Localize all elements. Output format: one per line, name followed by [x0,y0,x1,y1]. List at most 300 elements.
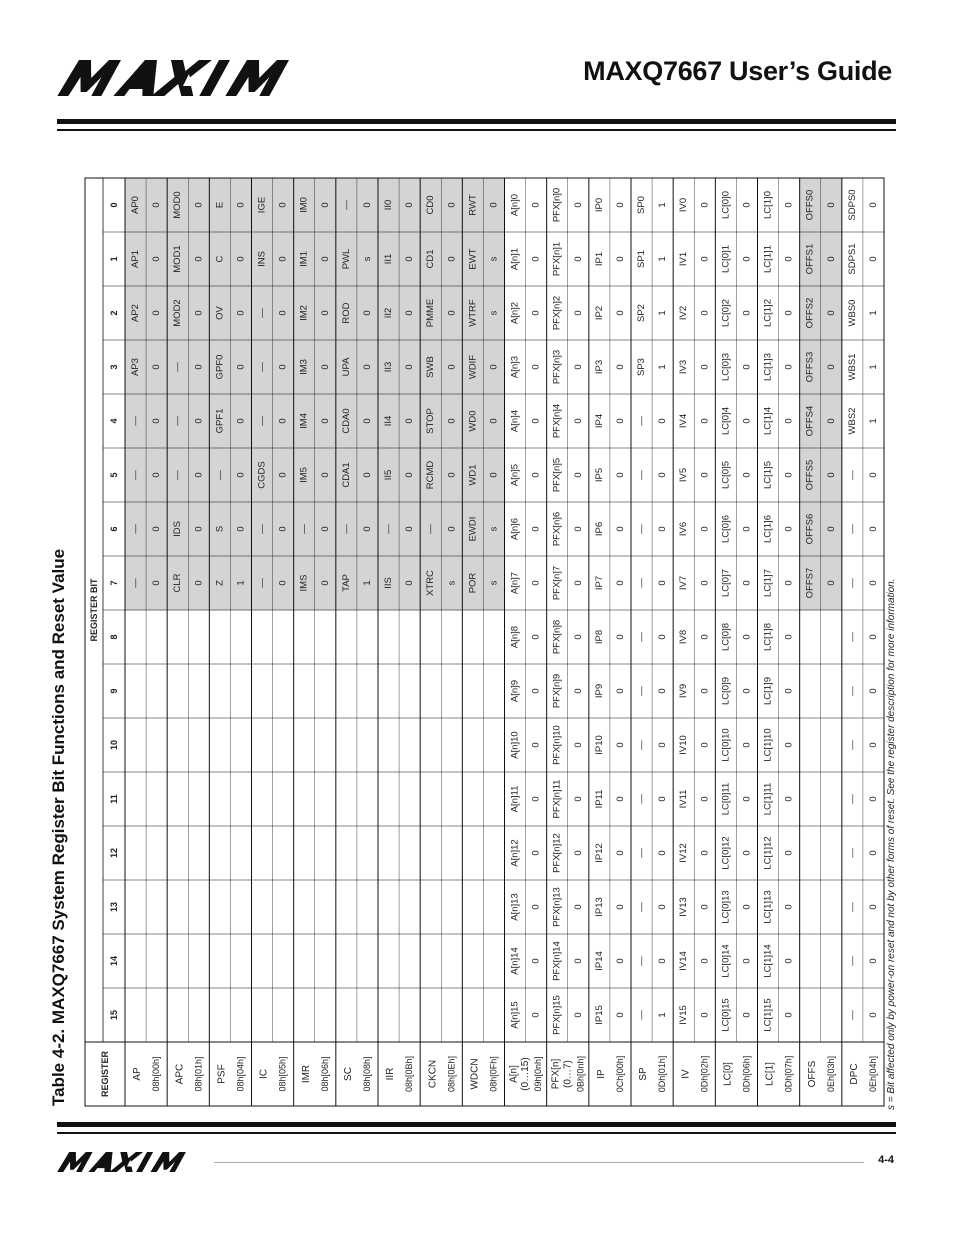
bit-function: A[n]9 [509,679,521,703]
register-name: SP [638,1067,650,1081]
bit-function: LC[0]14 [720,944,732,978]
bit-function: LC[0]5 [720,461,732,489]
bit-number-header: 11 [109,794,119,804]
bit-function: — [636,416,648,426]
bit-reset-value: 0 [614,310,626,316]
register-address: 09h[0nh] [533,1056,544,1092]
bit-function: — [130,578,142,588]
bit-reset-value: 0 [741,688,753,694]
bit-reset-value: 1 [867,364,879,370]
bit-reset-value: 0 [319,202,331,208]
bit-function: IP13 [593,897,605,917]
bit-function: II5 [383,469,395,481]
bit-function: IV9 [678,683,690,699]
register-name: IIR [385,1067,397,1081]
bit-function: AP0 [130,196,142,214]
bit-reset-value: 0 [741,364,753,370]
bit-function: LC[0]4 [720,407,732,435]
register-name: WDCN [469,1058,481,1090]
bit-reset-value: 0 [446,256,458,262]
bit-function: IV7 [678,575,690,591]
bit-function: — [256,308,268,318]
table-title: Table 4-2. MAXQ7667 System Register Bit Functions and Reset Value [49,548,68,1106]
bit-reset-value: 0 [572,1012,584,1018]
bit-reset-value: 0 [530,796,542,802]
bit-number-header: 9 [109,688,119,694]
bit-function: A[n]3 [509,355,521,379]
bit-function: A[n]13 [509,893,521,921]
bit-function: A[n]7 [509,571,521,595]
bit-function: — [636,794,648,804]
bit-reset-value: 0 [404,472,416,478]
bit-reset-value: 0 [783,364,795,370]
register-range: (0…15) [520,1057,532,1091]
bit-reset-value: 0 [235,256,247,262]
register-address: 08h[0Bh] [404,1055,415,1093]
bit-function: OFFS2 [804,297,816,329]
bit-reset-value: 0 [825,202,837,208]
bit-function: — [636,578,648,588]
bit-function: SP3 [636,358,648,376]
bit-reset-value: 0 [151,580,163,586]
bit-function: IP7 [593,575,605,591]
bit-reset-value: 0 [614,634,626,640]
bit-function: SP2 [636,304,648,322]
bit-function: WD0 [467,410,479,432]
bit-reset-value: 0 [572,256,584,262]
bit-reset-value: 0 [867,526,879,532]
bit-reset-value: 0 [741,958,753,964]
bit-reset-value: 0 [699,418,711,424]
register-address: 0Dh[02h] [699,1055,710,1093]
register-name: LC[1] [764,1062,776,1086]
bit-reset-value: 0 [657,742,669,748]
bit-reset-value: 0 [151,418,163,424]
bit-reset-value: 0 [783,796,795,802]
bit-function: OV [214,306,226,320]
bit-function: IV10 [678,735,690,755]
bit-number-header: 12 [109,847,119,859]
bit-function: II1 [383,253,395,265]
bit-function: IMS [298,574,310,592]
bit-reset-value: 0 [657,418,669,424]
bit-function: LC[0]9 [720,677,732,705]
register-name: OFFS [806,1060,818,1088]
bit-reset-value: 0 [783,580,795,586]
bit-reset-value: 1 [657,364,669,370]
bit-function: A[n]1 [509,247,521,271]
bit-reset-value: 0 [488,364,500,370]
bit-reset-value: 0 [867,634,879,640]
bit-function: IGE [256,196,268,214]
register-name: PSF [216,1064,228,1084]
bit-function: WBS2 [846,407,858,435]
bit-function: WBS1 [846,353,858,381]
bit-reset-value: 0 [783,688,795,694]
bit-number-header: 15 [109,1009,119,1021]
bit-reset-value: 0 [151,202,163,208]
bit-reset-value: 0 [193,526,205,532]
bit-function: A[n]2 [509,301,521,325]
bit-function: IP1 [593,251,605,267]
bit-function: IP2 [593,305,605,321]
bit-function: RWT [467,194,479,216]
bit-function: — [256,362,268,372]
bit-function: S [214,525,226,533]
bit-number-header: 5 [109,472,119,478]
bit-function: LC[1]10 [762,728,774,762]
bit-reset-value: 0 [151,310,163,316]
register-name: SC [342,1067,354,1081]
footer-rule-thin [57,1132,896,1134]
bit-function: PWL [340,248,352,270]
bit-reset-value: 0 [530,472,542,478]
bit-reset-value: 0 [319,472,331,478]
bit-function: CLR [172,573,184,593]
bit-reset-value: 1 [657,256,669,262]
bit-function: IP11 [593,789,605,809]
bit-reset-value: 0 [530,580,542,586]
bit-reset-value: 0 [277,202,289,208]
bit-function: IM4 [298,413,310,429]
bit-reset-value: 0 [699,634,711,640]
bit-reset-value: 0 [361,418,373,424]
register-address: 08h[01h] [193,1056,204,1092]
bit-reset-value: 0 [530,256,542,262]
bit-reset-value: 0 [319,256,331,262]
register-address: 0Dh[06h] [741,1055,752,1093]
bit-function: PFX[n]7 [551,565,563,601]
bit-reset-value: 0 [867,958,879,964]
bit-reset-value: 0 [657,904,669,910]
bit-reset-value: 0 [361,202,373,208]
bit-reset-value: 0 [699,472,711,478]
bit-function: A[n]4 [509,409,521,433]
register-name: DPC [848,1063,860,1085]
bit-reset-value: 0 [657,526,669,532]
register-bit-header: REGISTER BIT [89,578,99,642]
bit-reset-value: 0 [193,256,205,262]
bit-reset-value: 0 [614,202,626,208]
bit-reset-value: 0 [530,418,542,424]
bit-reset-value: 0 [404,256,416,262]
bit-function: — [846,848,858,858]
bit-function: — [846,632,858,642]
register-name: LC[0] [722,1062,734,1086]
bit-reset-value: 0 [572,904,584,910]
bit-reset-value: 0 [657,958,669,964]
bit-reset-value: 1 [657,202,669,208]
bit-reset-value: 0 [741,526,753,532]
bit-function: A[n]8 [509,625,521,649]
bit-function: TAP [340,574,352,592]
bit-function: SP1 [636,250,648,268]
bit-reset-value: 0 [193,580,205,586]
bit-reset-value: 0 [614,418,626,424]
bit-function: PFX[n]9 [551,673,563,709]
bit-function: A[n]14 [509,947,521,975]
bit-function: MOD2 [172,299,184,327]
bit-function: Z [214,580,226,586]
bit-reset-value: 0 [530,904,542,910]
bit-function: AP3 [130,358,142,376]
page-number: 4-4 [878,1154,894,1166]
bit-function: OFFS3 [804,351,816,383]
bit-reset-value: 0 [699,256,711,262]
bit-reset-value: 0 [657,688,669,694]
bit-function: IP10 [593,735,605,755]
bit-function: — [636,740,648,750]
bit-function: MOD1 [172,245,184,273]
bit-function: PFX[n]11 [551,779,563,819]
bit-reset-value: 0 [657,472,669,478]
bit-reset-value: 0 [867,1012,879,1018]
bit-reset-value: 0 [277,310,289,316]
bit-function: LC[1]5 [762,461,774,489]
bit-reset-value: 0 [867,850,879,856]
bit-function: WBS0 [846,299,858,327]
bit-function: LC[0]1 [720,245,732,273]
bit-function: IV15 [678,1005,690,1025]
bit-function: — [846,956,858,966]
bit-reset-value: 0 [867,256,879,262]
bit-reset-value: 1 [867,310,879,316]
bit-reset-value: 0 [741,634,753,640]
bit-function: — [130,470,142,480]
bit-function: II3 [383,361,395,373]
bit-function: CGDS [256,461,268,489]
bit-number-header: 14 [109,955,119,967]
bit-function: A[n]11 [509,785,521,813]
bit-reset-value: 0 [783,526,795,532]
bit-reset-value: 0 [614,850,626,856]
bit-reset-value: 0 [530,850,542,856]
bit-function: — [172,416,184,426]
bit-number-header: 3 [109,364,119,370]
bit-function: LC[0]6 [720,515,732,543]
register-address: 0Bh[0nh] [575,1055,586,1093]
bit-reset-value: 0 [404,310,416,316]
bit-function: AP1 [130,250,142,268]
register-column-header: REGISTER [100,1050,110,1098]
bit-function: OFFS1 [804,243,816,275]
bit-function: A[n]15 [509,1001,521,1029]
bit-reset-value: 0 [151,472,163,478]
bit-function: IP14 [593,951,605,971]
bit-function: LC[1]0 [762,191,774,219]
bit-function: EWT [467,248,479,270]
bit-reset-value: 0 [783,742,795,748]
bit-reset-value: 0 [530,310,542,316]
bit-reset-value: 0 [825,418,837,424]
bit-function: — [846,740,858,750]
bit-function: LC[0]3 [720,353,732,381]
bit-reset-value: 0 [741,796,753,802]
bit-reset-value: s [446,580,458,586]
bit-reset-value: 0 [741,850,753,856]
bit-reset-value: 0 [319,310,331,316]
bit-function: OFFS4 [804,405,816,437]
bit-function: PFX[n]8 [551,619,563,655]
bit-reset-value: 0 [741,310,753,316]
bit-function: PFX[n]12 [551,833,563,873]
bit-reset-value: 0 [151,256,163,262]
bit-reset-value: 1 [235,580,247,586]
bit-reset-value: 0 [319,418,331,424]
bit-function: — [340,524,352,534]
bit-function: LC[1]6 [762,515,774,543]
bit-function: LC[1]12 [762,836,774,870]
bit-reset-value: 0 [783,472,795,478]
bit-reset-value: 0 [446,202,458,208]
bit-reset-value: 0 [867,904,879,910]
bit-number-header: 6 [109,526,119,532]
bit-reset-value: 0 [530,958,542,964]
table-footnote: s = Bit affected only by power-on reset and not by other forms of reset. See the register description for more information. [886,578,897,1110]
bit-reset-value: 0 [572,526,584,532]
bit-function: MOD0 [172,191,184,219]
bit-function: A[n]12 [509,839,521,867]
bit-reset-value: 0 [361,472,373,478]
bit-function: OFFS0 [804,189,816,221]
bit-reset-value: 0 [572,580,584,586]
bit-reset-value: 0 [151,526,163,532]
bit-function: — [636,848,648,858]
bit-function: SWB [425,356,437,378]
register-address: 0Ch[00h] [615,1055,626,1093]
bit-function: PMME [425,298,437,328]
bit-function: — [846,470,858,480]
bit-function: WDIF [467,354,479,380]
bit-reset-value: 0 [193,310,205,316]
bit-function: POR [467,572,479,594]
bit-reset-value: 0 [361,364,373,370]
bit-function: IM3 [298,359,310,375]
bit-reset-value: 0 [699,202,711,208]
bit-reset-value: 0 [446,364,458,370]
bit-function: — [636,524,648,534]
bit-function: — [846,1010,858,1020]
bit-reset-value: 0 [446,418,458,424]
bit-reset-value: 0 [572,634,584,640]
bit-reset-value: 0 [825,580,837,586]
bit-function: LC[1]14 [762,944,774,978]
bit-function: LC[0]13 [720,890,732,924]
document-title: MAXQ7667 User’s Guide [583,56,892,86]
register-address: 0Dh[01h] [657,1055,668,1093]
bit-reset-value: 0 [530,202,542,208]
bit-reset-value: 0 [741,742,753,748]
bit-function: — [636,902,648,912]
bit-reset-value: 0 [193,418,205,424]
bit-reset-value: 0 [657,796,669,802]
bit-function: — [340,200,352,210]
bit-function: SP0 [636,196,648,214]
bit-function: LC[0]15 [720,998,732,1032]
bit-reset-value: 0 [825,364,837,370]
bit-function: IV4 [678,413,690,429]
bit-function: LC[1]2 [762,299,774,327]
bit-reset-value: 0 [151,364,163,370]
bit-reset-value: 0 [235,310,247,316]
bit-function: CD0 [425,195,437,215]
bit-reset-value: 0 [867,742,879,748]
bit-function: SDPS1 [846,243,858,275]
bit-function: II2 [383,307,395,319]
bit-function: LC[0]7 [720,569,732,597]
bit-reset-value: 0 [614,580,626,586]
bit-function: LC[0]12 [720,836,732,870]
bit-reset-value: 0 [572,472,584,478]
bit-reset-value: 0 [741,256,753,262]
bit-function: IV11 [678,789,690,809]
bit-function: IV8 [678,629,690,645]
bit-reset-value: 0 [867,202,879,208]
footer-rule-thick [57,1122,896,1127]
bit-reset-value: 0 [741,202,753,208]
bit-reset-value: 0 [614,796,626,802]
bit-reset-value: 0 [741,418,753,424]
bit-reset-value: 0 [572,796,584,802]
bit-function: CDA1 [340,462,352,488]
bit-reset-value: 0 [361,310,373,316]
register-address: 08h[0Eh] [446,1055,457,1093]
bit-function: LC[1]4 [762,407,774,435]
bit-function: GPF0 [214,354,226,380]
bit-reset-value: 0 [572,310,584,316]
bit-function: EWDI [467,516,479,542]
register-name: APC [174,1063,186,1085]
bit-reset-value: 0 [572,202,584,208]
bit-reset-value: s [488,256,500,262]
bit-function: — [172,362,184,372]
bit-number-header: 7 [109,580,119,586]
bit-function: II4 [383,415,395,427]
bit-function: IP4 [593,413,605,429]
bit-function: — [846,902,858,912]
bit-function: — [425,524,437,534]
bit-function: OFFS6 [804,513,816,545]
bit-reset-value: 0 [699,742,711,748]
bit-function: WTRF [467,299,479,327]
bit-number-header: 8 [109,634,119,640]
bit-function: IV6 [678,521,690,537]
bit-reset-value: 0 [572,688,584,694]
bit-reset-value: 0 [488,418,500,424]
footer-divider [214,1162,864,1163]
bit-function: IP9 [593,683,605,699]
bit-reset-value: 0 [614,958,626,964]
bit-reset-value: 0 [277,256,289,262]
bit-function: IIS [383,577,395,589]
bit-number-header: 13 [109,901,119,913]
bit-reset-value: 0 [699,796,711,802]
bit-reset-value: 1 [657,310,669,316]
bit-reset-value: 0 [699,904,711,910]
register-name: IMR [300,1064,312,1084]
bit-reset-value: 0 [614,364,626,370]
bit-function: — [172,470,184,480]
bit-function: IV0 [678,197,690,213]
bit-reset-value: 0 [783,310,795,316]
bit-function: II0 [383,199,395,211]
bit-reset-value: s [361,256,373,262]
bit-reset-value: 0 [783,202,795,208]
bit-function: CDA0 [340,408,352,434]
bit-function: — [636,1010,648,1020]
bit-function: — [256,524,268,534]
bit-function: IV12 [678,843,690,863]
